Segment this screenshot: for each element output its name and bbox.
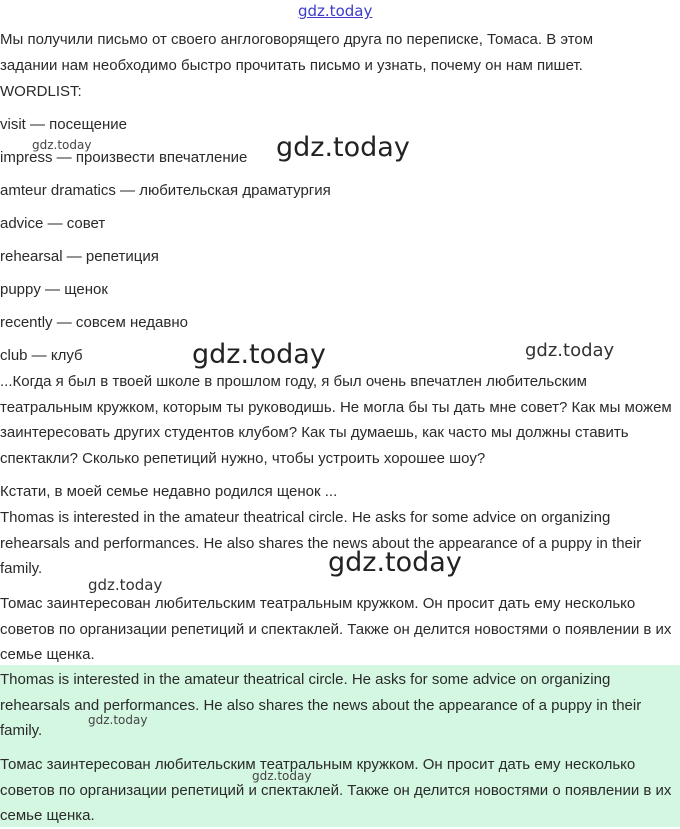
summary-english: Thomas is interested in the amateur theatrical circle. He asks for some advice on organizing rehearsals and performances. He also shares the news about the appearance of a puppy in their family. <box>0 509 642 577</box>
wordlist-item-visit: visit — посещение <box>0 116 127 133</box>
wordlist-item-amateur-dramatics: amteur dramatics — любительская драматургия <box>0 182 331 199</box>
intro-line-1: Мы получили письмо от своего англоговорящего друга по переписке, Томаса. В этом <box>0 31 594 48</box>
letter-excerpt: ...Когда я был в твоей школе в прошлом году, я был очень впечатлен любительским театральным кружком, которым ты руководишь. Не могла бы ты дать мне совет? Как мы можем заинтересовать других студентов клубом? Как ты думаешь, как часто мы должны ставить спектакли? Сколько репетиций нужно, чтобы устроить хорошее шоу? <box>0 373 672 467</box>
wordlist-item-club: club — клуб <box>0 347 83 364</box>
answer-english: Thomas is interested in the amateur theatrical circle. He asks for some advice on organizing rehearsals and performances. He also shares the news about the appearance of a puppy in their family. <box>0 671 642 739</box>
summary-russian: Томас заинтересован любительским театральным кружком. Он просит дать ему несколько советов по организации репетиций и спектаклей. Также он делится новостями о появлении в их семье щенка. <box>0 595 672 663</box>
watermark-large-3: gdz.today <box>328 547 462 578</box>
wordlist-item-advice: advice — совет <box>0 215 106 232</box>
intro-line-2: задании нам необходимо быстро прочитать письмо и узнать, почему он нам пишет. <box>0 57 583 74</box>
watermark-small-3: gdz.today <box>252 769 312 783</box>
watermark-large-2: gdz.today <box>192 339 326 370</box>
answer-block <box>0 665 680 827</box>
watermark-small-1: gdz.today <box>32 138 92 152</box>
watermark-medium-1: gdz.today <box>525 340 615 361</box>
wordlist-item-rehearsal: rehearsal — репетиция <box>0 248 159 265</box>
wordlist-item-puppy: puppy — щенок <box>0 281 108 298</box>
wordlist-item-recently: recently — совсем недавно <box>0 314 188 331</box>
watermark-large-1: gdz.today <box>276 132 410 163</box>
wordlist-heading: WORDLIST: <box>0 83 82 100</box>
watermark-small-2: gdz.today <box>88 713 148 727</box>
answer-russian: Томас заинтересован любительским театральным кружком. Он просит дать ему несколько советов по организации репетиций и спектаклей. Также он делится новостями о появлении в их семье щенка. <box>0 756 672 824</box>
wordlist-item-impress: impress — произвести впечатление <box>0 149 248 166</box>
letter-ps: Кстати, в моей семье недавно родился щенок ... <box>0 483 338 500</box>
watermark-top: gdz.today <box>298 2 373 20</box>
watermark-medium-2: gdz.today <box>88 576 163 594</box>
